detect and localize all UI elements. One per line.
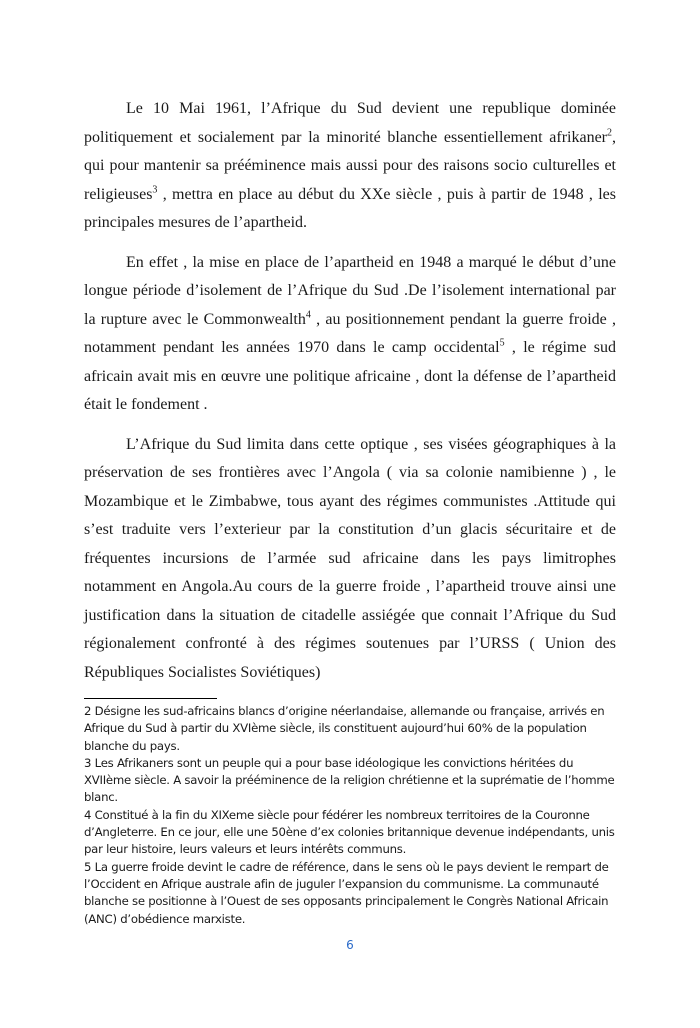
paragraph: En effet , la mise en place de l’apartheid en 1948 a marqué le début d’une longue période d’isolement de l’Afrique du Sud .De l’isolement international par la rupture avec le Commonwealth$^4$ , au positionnement pendant la guerre froide , notamment pendant les années 1970 dans le camp occidental$^5$ , le régime sud africain avait mis en œuvre une politique africaine , dont la défense de l’apartheid était le fondement . — [84, 253, 617, 413]
paragraph: Le 10 Mai 1961, l’Afrique du Sud devient une republique dominée politiquement et socialement par la minorité blanche essentiellement afrikaner$^2$, qui pour mantenir sa prééminence mais aussi pour des raisons socio culturelles et religieuses$^3$ , mettra en place au début du XXe siècle , puis à partir de 1948 , les principales mesures de l’apartheid. — [84, 100, 616, 231]
footnote-ref: 4 — [305, 309, 311, 321]
footnote: 2 Désigne les sud-africains blancs d’origine néerlandaise, allemande ou française, arrivés en Afrique du Sud à partir du XVIème siècle, ils constituent aujourd’hui 60% de la population blanche du pays. — [84, 704, 605, 753]
paragraph: L’Afrique du Sud limita dans cette optique , ses visées géographiques à la préservation de ses frontières avec l’Angola ( via sa colonie namibienne ) , le Mozambique et le Zimbabwe, tous ayant des régimes communistes .Attitude qui s’est traduite vers l’exterieur par la constitution d’un glacis sécuritaire et de fréquentes incursions de l’armée sud africaine dans les pays limitrophes notamment en Angola.Au cours de la guerre froide , l’apartheid trouve ainsi une justification dans la situation de citadelle assiégée que connait l’Afrique du Sud régionalement confronté à des régimes soutenues par l’URSS ( Union des Républiques Socialistes Soviétiques) — [84, 435, 616, 681]
footnote-separator — [84, 698, 217, 699]
footnotes — [84, 703, 616, 928]
footnote-ref: 5 — [499, 337, 505, 349]
footnote-ref: 3 — [152, 184, 158, 196]
footnote: 4 Constitué à la fin du XIXeme siècle pour fédérer les nombreux territoires de la Couronne d’Angleterre. En ce jour, elle une 50ène d’ex colonies britannique devenue indépendants, unis par leur histoire, leurs valeurs et leurs intérêts communs. — [84, 807, 615, 857]
footnote: 3 Les Afrikaners sont un peuple qui a pour base idéologique les convictions héritées du XVIIème siècle. A savoir la prééminence de la religion chrétienne et la suprématie de l’homme blanc. — [84, 755, 615, 805]
page-number: 6 — [346, 938, 354, 952]
footnote-ref: 2 — [607, 127, 612, 139]
body-text — [84, 95, 616, 698]
footnote: 5 La guerre froide devint le cadre de référence, dans le sens où le pays devient le rempart de l’Occident en Afrique australe afin de juguler l’expansion du communisme. La communauté blanche se positionne à l’Ouest de ses opposants principalement le Congrès National Africain (ANC) d’obédience marxiste. — [84, 859, 609, 926]
